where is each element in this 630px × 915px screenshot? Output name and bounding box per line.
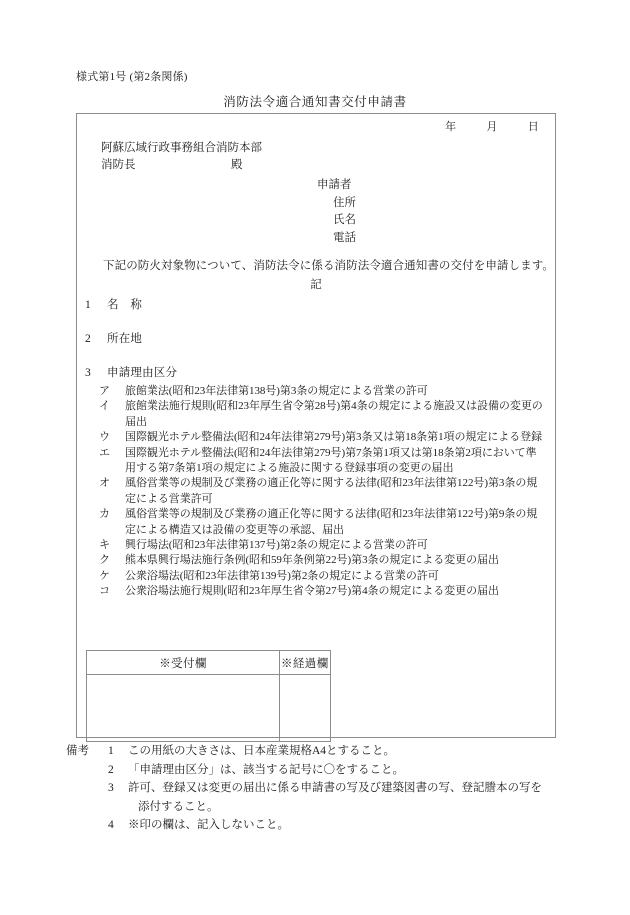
- addressee-honorific: 殿: [231, 159, 243, 171]
- date-day-label: 日: [527, 121, 539, 133]
- section-2-label: 所在地: [107, 333, 143, 345]
- reason-text-ki: 興行場法(昭和23年法律第137号)第2条の規定による営業の許可: [125, 539, 428, 552]
- section-reason-category: [85, 364, 177, 380]
- list-item[interactable]: [99, 584, 547, 599]
- section-location: [85, 330, 142, 346]
- addressee-role-row: [101, 157, 262, 174]
- remark-1-text: この用紙の大きさは、日本産業規格A4とすること。: [128, 745, 396, 757]
- section-2-number: 2: [85, 333, 91, 345]
- remark-2-number: 2: [108, 763, 114, 776]
- progress-column-header: ※経過欄: [280, 651, 331, 675]
- list-item[interactable]: [99, 507, 547, 538]
- application-statement: 下記の防火対象物について、消防法令に係る消防法令適合通知書の交付を申請します。: [103, 260, 555, 272]
- remark-3-text: 許可、登録又は変更の届出に係る申請書の写及び建築図書の写、登記謄本の写を: [128, 782, 542, 794]
- receipt-cell[interactable]: [87, 675, 280, 742]
- reason-marker-u: ウ: [99, 431, 110, 444]
- reason-text-a: 旅館業法(昭和23年法律第138号)第3条の規定による営業の許可: [125, 385, 428, 397]
- section-1-label: 名 称: [107, 299, 143, 311]
- reason-text-ko: 公衆浴場法施行規則(昭和23年厚生省令第27号)第4条の規定による変更の届出: [125, 585, 499, 598]
- list-item[interactable]: [99, 569, 547, 584]
- list-item[interactable]: [99, 476, 547, 507]
- list-item[interactable]: [99, 384, 547, 399]
- section-3-label: 申請理由区分: [107, 367, 178, 379]
- form-main-box: [76, 113, 556, 738]
- table-header-row: [87, 651, 331, 675]
- remark-4-number: 4: [108, 819, 114, 831]
- remarks-block: [66, 742, 566, 835]
- applicant-block: [317, 177, 356, 247]
- reason-text-ka: 風俗営業等の規制及び業務の適正化等に関する法律(昭和23年法律第122号)第9条の規定による構造又は設備の変更等の承認、届出: [125, 508, 538, 536]
- reason-marker-ke: ケ: [99, 569, 110, 582]
- reason-text-e: 国際観光ホテル整備法(昭和24年法律第279号)第7条第1項又は第18条第2項において準用する第7条第1項の規定による施設に関する登録事項の変更の届出: [125, 446, 537, 475]
- addressee-organization: 阿蘇広域行政事務組合消防本部: [101, 142, 262, 154]
- section-name: [85, 296, 142, 312]
- list-item[interactable]: [99, 446, 547, 477]
- section-3-number: 3: [85, 367, 91, 379]
- list-item: [108, 761, 566, 780]
- applicant-heading: 申請者: [317, 179, 352, 191]
- section-1-number: 1: [85, 299, 91, 311]
- date-month-label: 月: [486, 121, 498, 133]
- list-item: [108, 816, 566, 835]
- reason-marker-o: オ: [99, 477, 110, 490]
- date-line: [445, 118, 545, 134]
- reason-marker-a: ア: [99, 385, 110, 397]
- reason-text-ku: 熊本県興行場法施行条例(昭和59年条例第22号)第3条の規定による変更の届出: [125, 554, 499, 567]
- reason-text-o: 風俗営業等の規制及び業務の適正化等に関する法律(昭和23年法律第122号)第3条の規定による営業許可: [125, 477, 538, 505]
- list-item[interactable]: [99, 399, 547, 430]
- reason-marker-ko: コ: [99, 585, 110, 598]
- ki-marker: 記: [310, 279, 322, 291]
- applicant-name-label: 氏名: [333, 214, 356, 226]
- list-item: [108, 779, 566, 798]
- addressee-role: 消防長: [101, 159, 136, 171]
- table-row: [87, 675, 331, 742]
- reason-category-list: [99, 384, 547, 600]
- list-item[interactable]: [99, 553, 547, 568]
- reason-text-ke: 公衆浴場法(昭和23年法律第139号)第2条の規定による営業の許可: [125, 569, 439, 582]
- reason-marker-ki: キ: [99, 539, 110, 552]
- reason-marker-ka: カ: [99, 508, 110, 521]
- form-code-label: 様式第1号 (第2条関係): [76, 71, 188, 83]
- reason-text-i: 旅館業法施行規則(昭和23年厚生省令第28号)第4条の規定による施設又は設備の変更の届出: [125, 400, 543, 428]
- list-item: [108, 742, 566, 761]
- document-title: 消防法令適合通知書交付申請書: [223, 95, 407, 109]
- remark-2-text: 「申請理由区分」は、該当する記号に〇をすること。: [128, 763, 404, 776]
- remark-4-text: ※印の欄は、記入しないこと。: [128, 819, 289, 831]
- applicant-phone-label: 電話: [333, 231, 356, 244]
- remark-3-continuation-row: [108, 798, 566, 817]
- list-item[interactable]: [99, 430, 547, 445]
- reason-marker-e: エ: [99, 446, 110, 459]
- progress-cell[interactable]: [280, 675, 331, 742]
- date-year-label: 年: [445, 121, 457, 133]
- reason-text-u: 国際観光ホテル整備法(昭和24年法律第279号)第3条又は第18条第1項の規定による登録: [125, 431, 543, 444]
- receipt-column-header: ※受付欄: [87, 651, 280, 675]
- remarks-items: [108, 742, 566, 835]
- reason-marker-i: イ: [99, 400, 110, 413]
- remarks-label: 備考: [66, 745, 89, 757]
- reason-marker-ku: ク: [99, 554, 110, 567]
- list-item[interactable]: [99, 538, 547, 553]
- addressee-block: [101, 140, 262, 174]
- applicant-address-label: 住所: [333, 196, 356, 209]
- remarks-head: [66, 742, 566, 835]
- receipt-progress-table: [86, 650, 331, 742]
- remark-3-number: 3: [108, 782, 114, 794]
- remark-1-number: 1: [108, 745, 114, 757]
- remark-3-continuation-text: 添付すること。: [138, 800, 219, 813]
